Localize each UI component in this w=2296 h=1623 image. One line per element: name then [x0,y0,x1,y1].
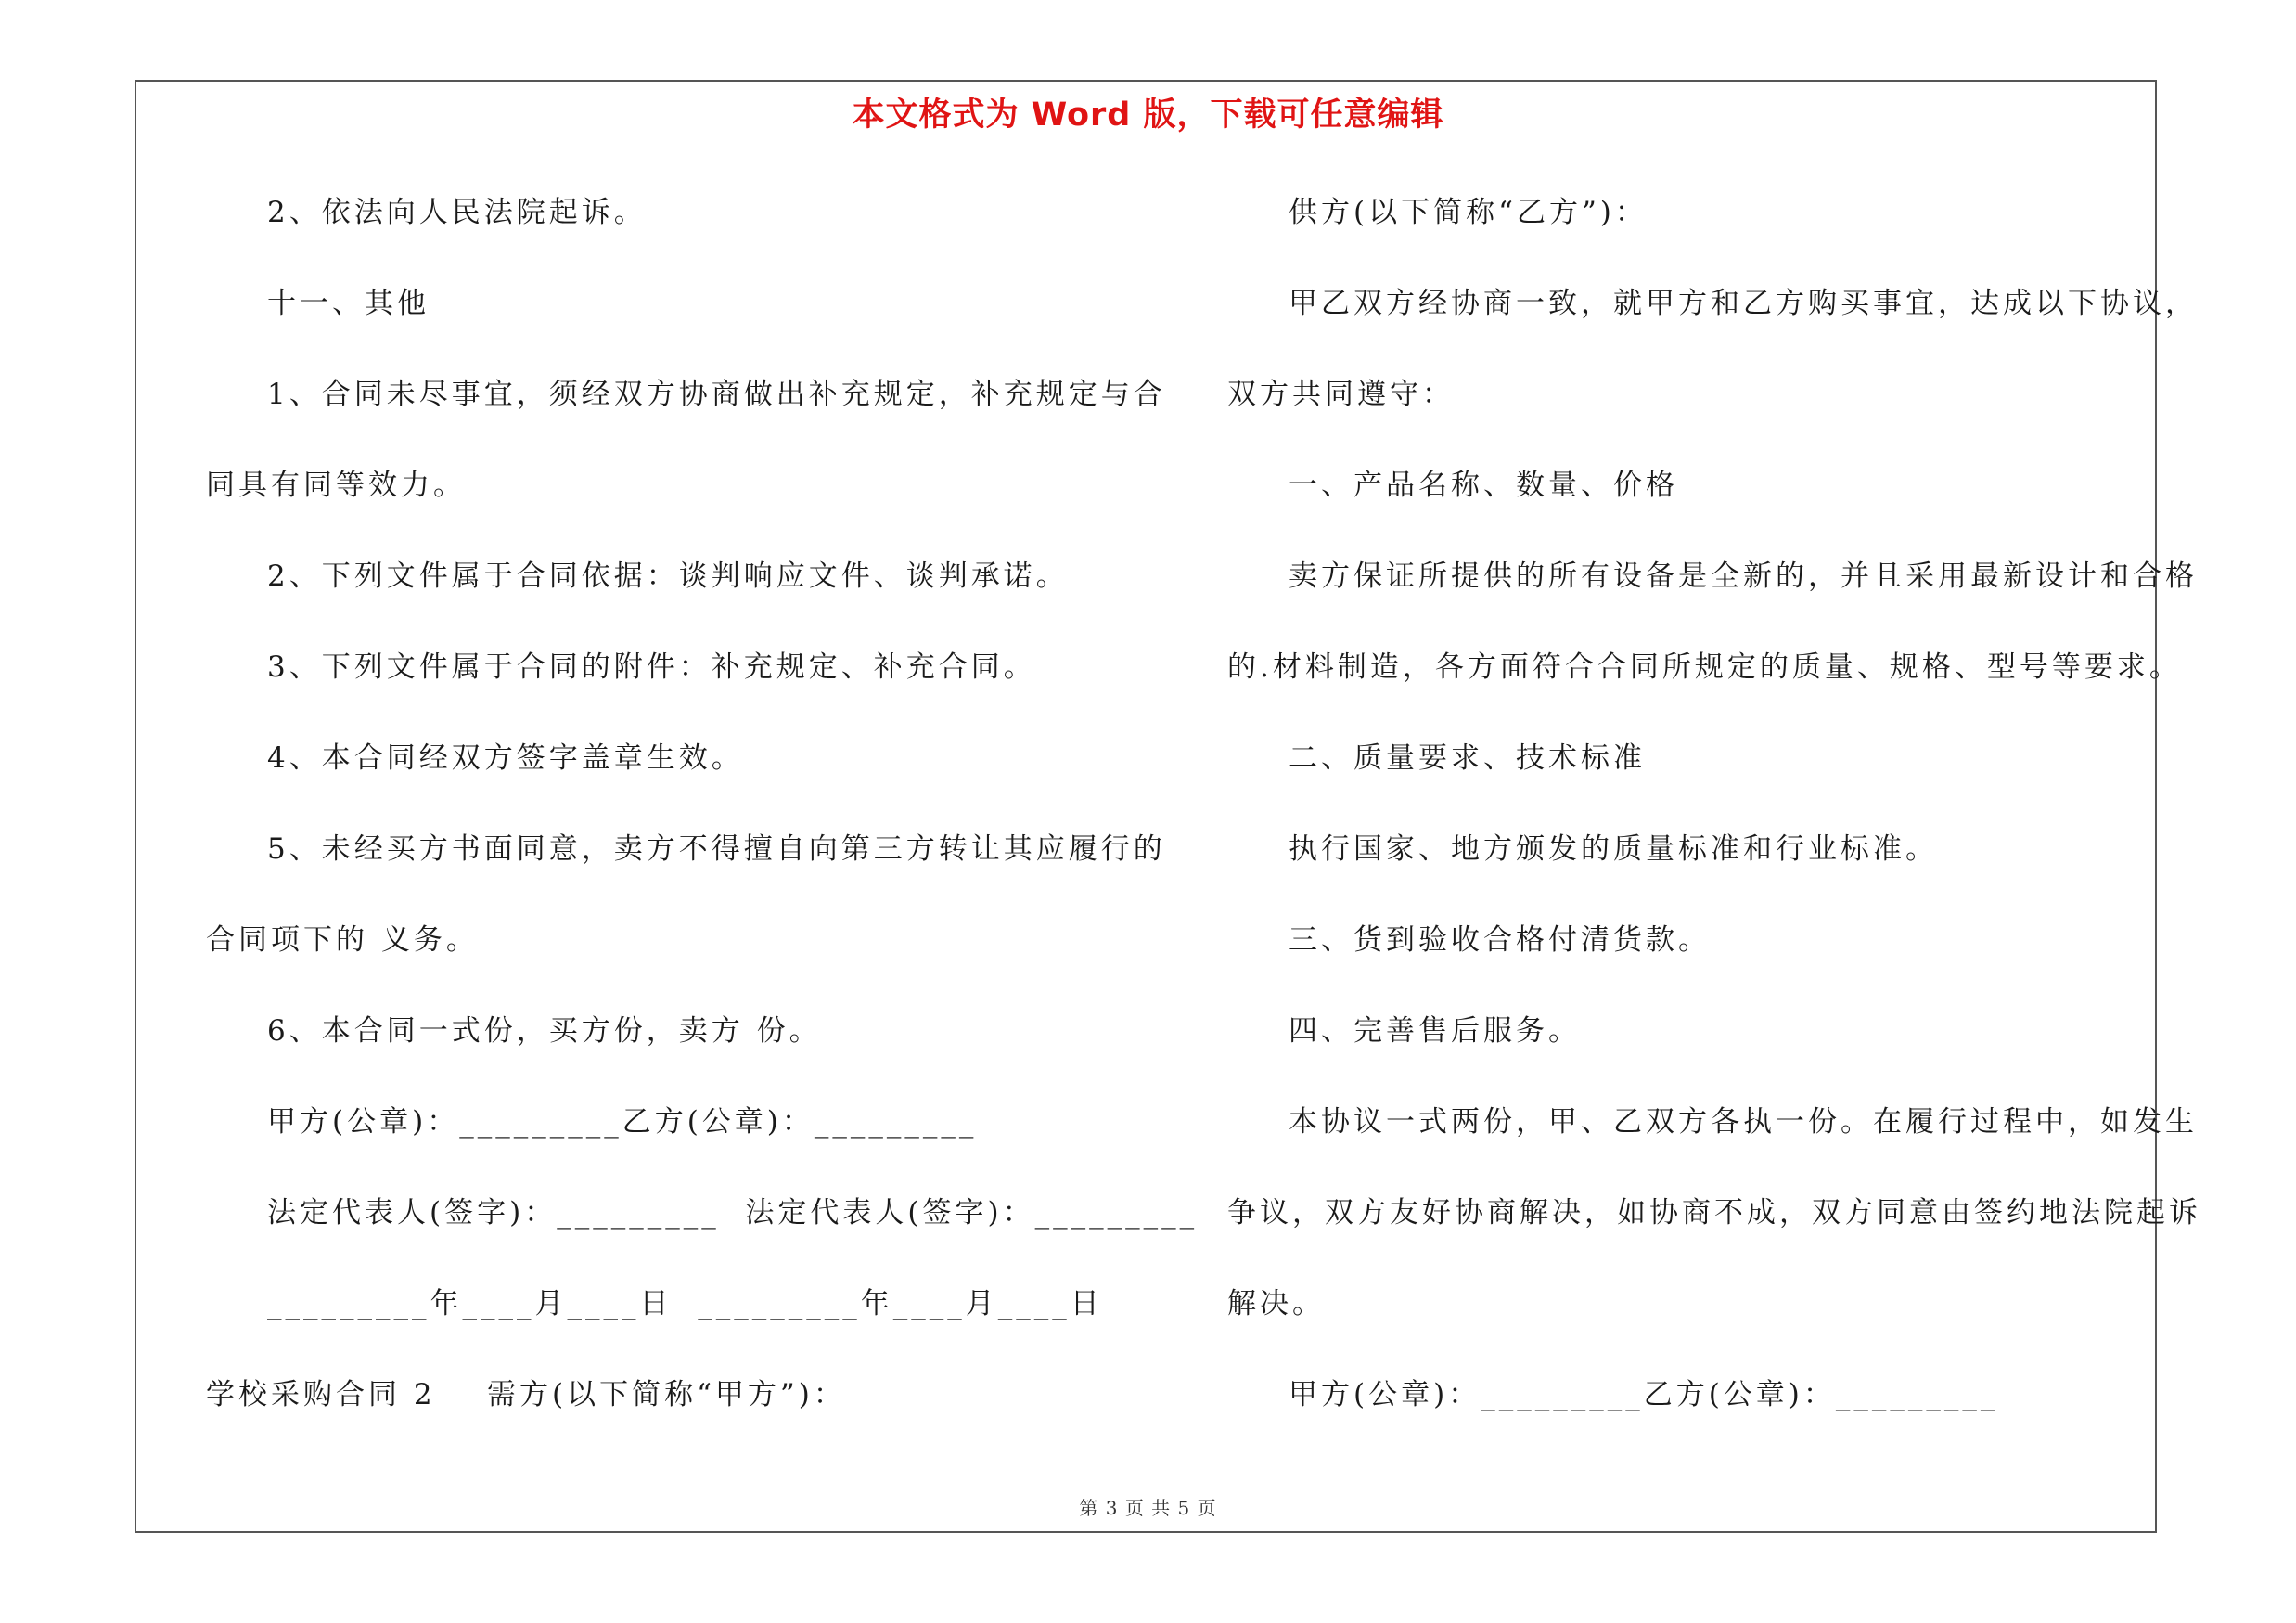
left-column [206,179,1199,1452]
right-line: 供方(以下简称“乙方”)： [1289,196,1648,229]
left-line: _________年____月____日 _________年____月____日 [267,1287,1103,1320]
left-line: 4、本合同经双方签字盖章生效。 [267,741,744,775]
right-line: 卖方保证所提供的所有设备是全新的，并且采用最新设计和合格 [1289,560,2198,593]
left-line: 甲方(公章)：_________乙方(公章)：_________ [267,1105,978,1139]
right-line: 二、质量要求、技术标准 [1289,741,1646,775]
left-line: 十一、其他 [267,287,430,320]
right-line: 双方共同遵守： [1227,378,1455,411]
left-line: 3、下列文件属于合同的附件：补充规定、补充合同。 [267,650,1036,684]
right-line: 解决。 [1227,1287,1325,1320]
left-line: 同具有同等效力。 [206,469,466,502]
right-line: 的.材料制造，各方面符合合同所规定的质量、规格、型号等要求。 [1227,650,2182,684]
right-line: 一、产品名称、数量、价格 [1289,469,1678,502]
right-line: 甲方(公章)：_________乙方(公章)：_________ [1289,1378,1999,1411]
word-format-banner: 本文格式为 Word 版，下载可任意编辑 [852,97,1444,134]
left-line: 1、合同未尽事宜，须经双方协商做出补充规定，补充规定与合 [267,378,1166,411]
left-line: 2、下列文件属于合同依据：谈判响应文件、谈判承诺。 [267,560,1069,593]
right-line: 争议，双方友好协商解决，如协商不成，双方同意由签约地法院起诉 [1227,1196,2201,1230]
right-line: 执行国家、地方颁发的质量标准和行业标准。 [1289,832,1938,866]
right-line: 本协议一式两份，甲、乙双方各执一份。在履行过程中，如发生 [1289,1105,2198,1139]
right-line: 三、货到验收合格付清货款。 [1289,923,1711,957]
left-line: 合同项下的 义务。 [206,923,479,957]
left-line: 6、本合同一式份，买方份，卖方 份。 [267,1014,822,1048]
left-line: 法定代表人(签字)：_________ 法定代表人(签字)：_________ [267,1196,1199,1230]
page-number-footer: 第 3 页 共 5 页 [1079,1497,1217,1519]
right-line: 甲乙双方经协商一致，就甲方和乙方购买事宜，达成以下协议， [1289,287,2198,320]
left-line: 2、依法向人民法院起诉。 [267,196,647,229]
right-line: 四、完善售后服务。 [1289,1014,1581,1048]
right-column [1227,179,2201,1452]
left-line: 学校采购合同 2 需方(以下简称“甲方”)： [206,1378,846,1411]
left-line: 5、未经买方书面同意，卖方不得擅自向第三方转让其应履行的 [267,832,1166,866]
